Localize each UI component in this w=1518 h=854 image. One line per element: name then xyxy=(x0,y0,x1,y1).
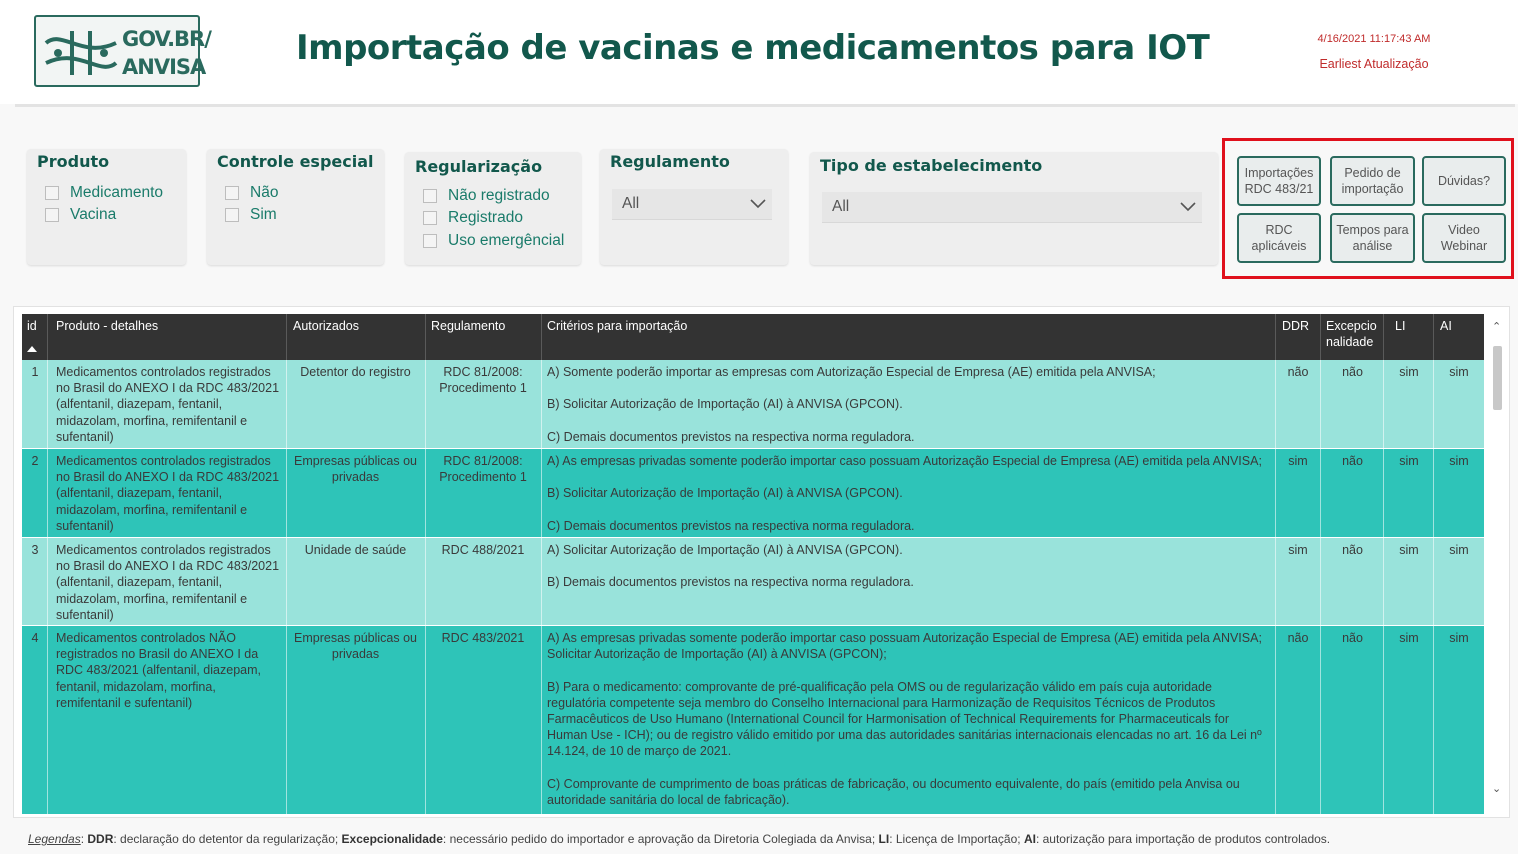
legend-text-li: : Licença de Importação; xyxy=(889,832,1024,846)
checkbox[interactable] xyxy=(423,189,437,203)
slicer-regularizacao-title: Regularização xyxy=(415,157,543,176)
cell-li: sim xyxy=(1399,365,1419,379)
col-divider xyxy=(1275,314,1276,360)
option-label: Não registrado xyxy=(448,187,550,204)
logo-line-2: ANVISA xyxy=(122,55,206,79)
table-row[interactable] xyxy=(22,626,1484,814)
criterio-b: B) Para o medicamento: comprovante de pré-qualificação pela OMS ou de regularização válido em país cuja autoridade regulatória competente seja membro do Conselho Internacional para Harmonização de Requisitos Técnicos de Produtos Farmacêuticos de Uso Humano (International Council for Harmonisation of Technical Requirements for Pharmaceuticals for Human Use - ICH); ou de registro válido emitido por uma das autoridades sanitárias internacionais elencadas no art. 16 da Lei nº 14.124, de 10 de março de 2021. xyxy=(547,679,1262,759)
criterio-c: C) Comprovante de cumprimento de boas práticas de fabricação, ou documento equivalente, do país (emitido pela Anvisa ou autoridade sanitária do local de fabricação). xyxy=(547,776,1240,807)
legend-footer: Legendas: DDR: declaração do detentor da regularização; Excepcionalidade: necessário pedido do importador e aprovação da Diretoria Colegiada da Anvisa; LI: Licença de Importação; AI: autorização para importação de produtos controlados. xyxy=(28,832,1331,846)
criterio-a: A) As empresas privadas somente poderão importar caso possuam Autorização Especial de Empresa (AE) emitida pela ANVISA; Solicitar Autorização de Importação (AI) à ANVISA (GPCON); xyxy=(547,631,1262,662)
legend-label: Legendas xyxy=(28,832,81,846)
slicer-tipo-title: Tipo de estabelecimento xyxy=(820,156,1043,175)
col-ddr[interactable]: DDR xyxy=(1282,319,1310,333)
page-title: Importação de vacinas e medicamentos para IOT xyxy=(296,28,1210,68)
cell-id: 2 xyxy=(31,454,39,468)
legend-text-excep: : necessário pedido do importador e aprovação da Diretoria Colegiada da Anvisa; xyxy=(442,832,879,846)
col-divider xyxy=(541,314,542,360)
cell-criterios xyxy=(547,364,1269,445)
criterio-b: B) Solicitar Autorização de Importação (AI) à ANVISA (GPCON). xyxy=(547,486,903,501)
cell-regulamento: RDC 81/2008: Procedimento 1 xyxy=(439,365,527,396)
sort-ascending-icon[interactable] xyxy=(27,346,37,352)
col-divider xyxy=(1433,314,1434,360)
col-autorizados[interactable]: Autorizados xyxy=(293,319,360,333)
anvisa-emblem-icon xyxy=(42,25,120,81)
checkbox[interactable] xyxy=(45,208,59,222)
col-divider xyxy=(425,314,426,360)
col-ai[interactable]: AI xyxy=(1440,319,1452,333)
option-label: Uso emergêncial xyxy=(448,232,565,249)
col-produto-detalhes[interactable]: Produto - detalhes xyxy=(56,319,159,333)
dropdown-value: All xyxy=(832,198,850,215)
checkbox[interactable] xyxy=(45,186,59,200)
option-label: Registrado xyxy=(448,209,523,226)
cell-regulamento: RDC 483/2021 xyxy=(441,631,525,645)
legend-key-excep: Excepcionalidade xyxy=(341,832,443,846)
option-medicamento[interactable] xyxy=(45,183,163,203)
checkbox[interactable] xyxy=(423,234,437,248)
cell-autorizados: Detentor do registro xyxy=(300,365,411,379)
table-header xyxy=(22,314,1484,360)
option-label: Medicamento xyxy=(70,184,164,201)
criterio-b: B) Demais documentos previstos na respectiva norma reguladora. xyxy=(547,575,914,590)
checkbox[interactable] xyxy=(225,186,239,200)
cell-id: 4 xyxy=(31,631,39,645)
criterio-a: A) Solicitar Autorização de Importação (AI) à ANVISA (GPCON). xyxy=(547,543,903,557)
legend-key-li: LI xyxy=(878,832,890,846)
slicer-tipo-estabelecimento xyxy=(810,152,1218,265)
criterio-c: C) Demais documentos previstos na respectiva norma reguladora. xyxy=(547,518,915,533)
cell-ai: sim xyxy=(1449,365,1469,379)
cell-autorizados: Empresas públicas ou privadas xyxy=(294,454,417,485)
chevron-down-icon xyxy=(1180,200,1196,212)
option-registrado[interactable] xyxy=(423,208,523,228)
option-label: Não xyxy=(250,184,279,201)
option-label: Vacina xyxy=(70,206,117,223)
cell-ai: sim xyxy=(1449,631,1469,645)
table-row[interactable] xyxy=(22,538,1484,625)
col-divider xyxy=(1320,314,1321,360)
option-nao[interactable] xyxy=(225,183,278,203)
criterio-a: A) As empresas privadas somente poderão importar caso possuam Autorização Especial de Empresa (AE) emitida pela ANVISA; xyxy=(547,454,1262,468)
option-nao-registrado[interactable] xyxy=(423,186,550,206)
anvisa-logo xyxy=(34,15,211,87)
cell-id: 3 xyxy=(31,543,39,557)
logo-line-1: GOV.BR/ xyxy=(122,27,211,51)
dropdown-value: All xyxy=(622,195,640,212)
cell-criterios xyxy=(547,630,1269,808)
col-divider xyxy=(286,314,287,360)
checkbox[interactable] xyxy=(423,211,437,225)
col-criterios[interactable]: Critérios para importação xyxy=(547,319,688,333)
option-uso-emergencial[interactable] xyxy=(423,231,564,251)
col-id[interactable]: id xyxy=(27,319,37,333)
cell-ai: sim xyxy=(1449,454,1469,468)
criterio-a: A) Somente poderão importar as empresas com Autorização Especial de Empresa (AE) emitida pela ANVISA; xyxy=(547,365,1156,379)
legend-key-ai: AI xyxy=(1023,832,1036,846)
col-li[interactable]: LI xyxy=(1395,319,1406,333)
cell-id: 1 xyxy=(31,365,39,379)
tipo-estabelecimento-dropdown[interactable] xyxy=(822,192,1202,223)
cell-ddr: não xyxy=(1287,365,1309,379)
importacoes-rdc-button[interactable]: Importações RDC 483/21 xyxy=(1237,156,1321,206)
slicer-regularizacao xyxy=(405,152,581,265)
checkbox[interactable] xyxy=(225,208,239,222)
cell-ddr: sim xyxy=(1288,454,1308,468)
col-excepcionalidade-line2: nalidade xyxy=(1326,335,1374,349)
scroll-up-icon[interactable]: ⌃ xyxy=(1492,320,1502,333)
cell-ddr: não xyxy=(1287,631,1309,645)
cell-ddr: sim xyxy=(1288,543,1308,557)
table-scrollbar[interactable] xyxy=(1489,314,1506,814)
slicer-regulamento xyxy=(600,149,788,265)
cell-produto: Medicamentos controlados registrados no Brasil do ANEXO I da RDC 483/2021 (alfentanil, diazepam, fentanil, midazolam, morfina, remifentanil e sufentanil) xyxy=(56,543,280,622)
slicer-regulamento-title: Regulamento xyxy=(610,152,730,171)
table-row[interactable] xyxy=(22,360,1484,448)
tempos-analise-button[interactable]: Tempos para análise xyxy=(1330,213,1415,263)
cell-produto: Medicamentos controlados NÃO registrados no Brasil do ANEXO I da RDC 483/2021 (alfentanil, diazepam, fentanil, midazolam, morfina, remifentanil e sufentanil) xyxy=(56,631,261,710)
cell-criterios xyxy=(547,453,1269,534)
rdc-aplicaveis-button[interactable]: RDC aplicáveis xyxy=(1237,213,1321,263)
pedido-importacao-button[interactable]: Pedido de importação xyxy=(1330,156,1415,206)
scrollbar-thumb[interactable] xyxy=(1493,346,1502,410)
cell-ai: sim xyxy=(1449,543,1469,557)
cell-produto: Medicamentos controlados registrados no Brasil do ANEXO I da RDC 483/2021 (alfentanil, diazepam, fentanil, midazolam, morfina, remifentanil e sufentanil) xyxy=(56,454,280,533)
cell-excepcionalidade: não xyxy=(1342,454,1363,468)
slicer-controle-especial xyxy=(207,149,384,265)
slicer-controle-title: Controle especial xyxy=(217,152,374,171)
table-row[interactable] xyxy=(22,449,1484,537)
cell-produto: Medicamentos controlados registrados no Brasil do ANEXO I da RDC 483/2021 (alfentanil, diazepam, fentanil, midazolam, morfina, remifentanil e sufentanil) xyxy=(56,365,280,444)
option-label: Sim xyxy=(250,206,277,223)
col-divider xyxy=(1383,314,1384,360)
cell-li: sim xyxy=(1399,543,1419,557)
video-webinar-button[interactable]: Video Webinar xyxy=(1422,213,1506,263)
duvidas-button[interactable]: Dúvidas? xyxy=(1422,156,1506,206)
update-timestamp: 4/16/2021 11:17:43 AM xyxy=(1317,33,1431,45)
criterio-c: C) Demais documentos previstos na respectiva norma reguladora. xyxy=(547,429,915,444)
report-header xyxy=(0,0,1518,104)
cell-excepcionalidade: não xyxy=(1342,631,1363,645)
update-timestamp-label: Earliest Atualização xyxy=(1319,57,1429,71)
cell-li: sim xyxy=(1399,631,1419,645)
legend-key-ddr: DDR xyxy=(87,832,114,846)
cell-regulamento: RDC 488/2021 xyxy=(441,543,525,557)
cell-excepcionalidade: não xyxy=(1342,365,1363,379)
regulamento-dropdown[interactable] xyxy=(612,189,772,220)
cell-regulamento: RDC 81/2008: Procedimento 1 xyxy=(439,454,527,485)
header-divider xyxy=(15,104,1515,107)
cell-criterios xyxy=(547,542,1269,591)
legend-text-ddr: : declaração do detentor da regularização; xyxy=(113,832,342,846)
criterio-b: B) Solicitar Autorização de Importação (AI) à ANVISA (GPCON). xyxy=(547,397,903,412)
col-excepcionalidade[interactable] xyxy=(1326,318,1377,350)
col-regulamento[interactable]: Regulamento xyxy=(431,319,506,333)
option-vacina[interactable] xyxy=(45,205,116,225)
scroll-down-icon[interactable]: ⌄ xyxy=(1492,782,1502,795)
cell-autorizados: Unidade de saúde xyxy=(304,543,407,557)
legend-text-ai: : autorização para importação de produtos controlados. xyxy=(1035,832,1331,846)
cell-excepcionalidade: não xyxy=(1342,543,1363,557)
slicer-produto xyxy=(27,149,186,265)
cell-autorizados: Empresas públicas ou privadas xyxy=(294,631,417,662)
cell-li: sim xyxy=(1399,454,1419,468)
col-divider xyxy=(47,314,48,360)
col-excepcionalidade-line1: Excepcio xyxy=(1326,319,1377,333)
option-sim[interactable] xyxy=(225,205,277,225)
slicer-produto-title: Produto xyxy=(37,152,110,171)
chevron-down-icon xyxy=(750,197,766,209)
